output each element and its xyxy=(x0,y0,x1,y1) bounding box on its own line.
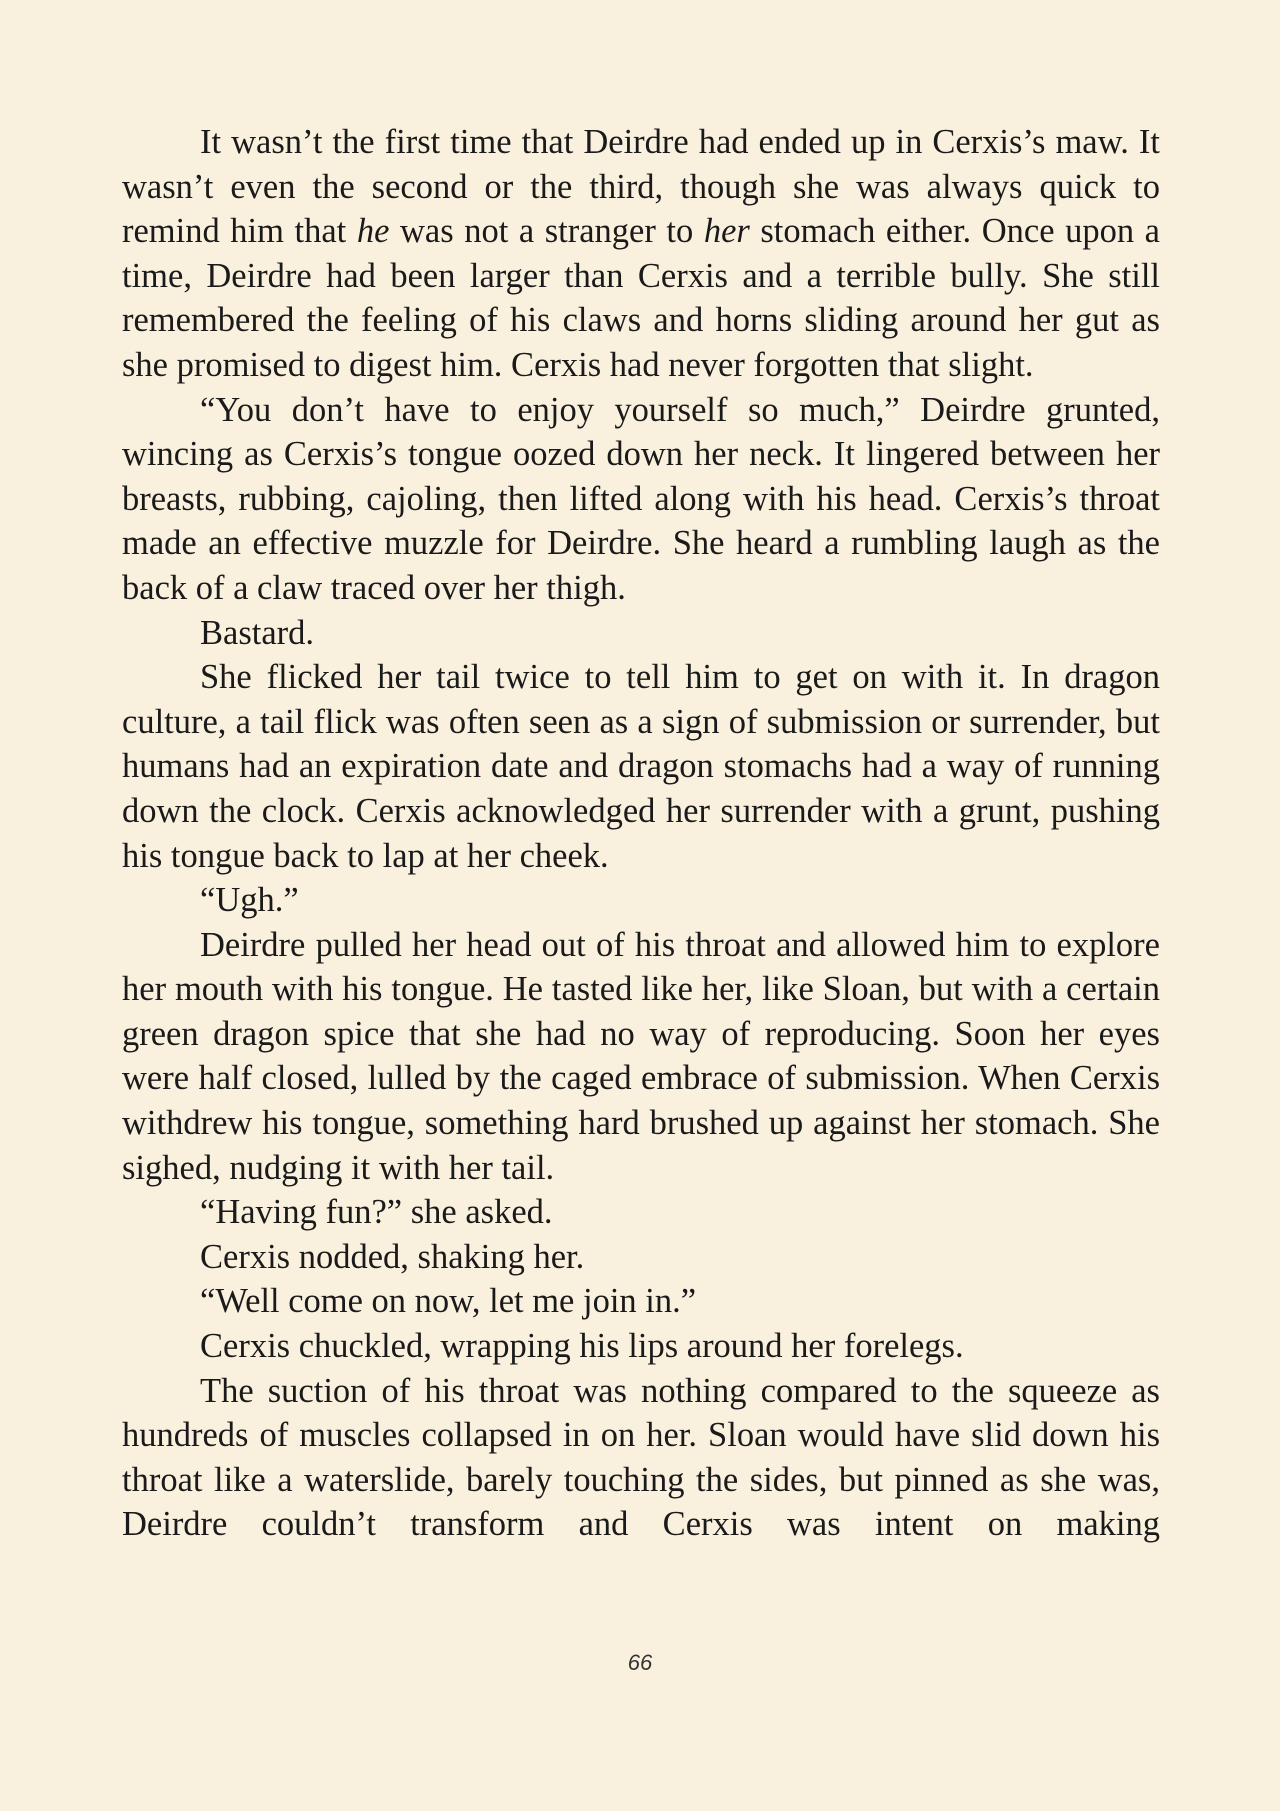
paragraph xyxy=(122,1190,1160,1235)
text-run: Cerxis nodded, shaking her. xyxy=(200,1237,585,1276)
italic-text: he xyxy=(356,212,390,251)
paragraph xyxy=(122,611,1160,656)
text-run: “Ugh.” xyxy=(200,881,299,920)
italic-text: her xyxy=(703,212,750,251)
text-run: The suction of his throat was nothing compared to the squeeze as hundreds of muscles collapsed in on her. Sloan would have slid down his throat like a waterslide, barely touching the sides, but pinned as she was, Deirdre couldn’t transform and Cerxis was intent on making xyxy=(122,1371,1160,1544)
paragraph xyxy=(122,1279,1160,1324)
paragraph xyxy=(122,120,1160,388)
text-run: Cerxis chuckled, wrapping his lips around her forelegs. xyxy=(200,1327,964,1366)
page-body xyxy=(122,120,1160,1547)
text-run: “Well come on now, let me join in.” xyxy=(200,1282,697,1321)
text-run: She flicked her tail twice to tell him to get on with it. In dragon culture, a tail flick was often seen as a sign of submission or surrender, but humans had an expiration date and dragon stomachs had a way of running down the clock. Cerxis acknowledged her surrender with a grunt, pushing his tongue back to lap at her cheek. xyxy=(122,658,1160,875)
page-number: 66 xyxy=(627,1650,653,1675)
text-run: was not a stranger to xyxy=(389,212,704,251)
text-run: Bastard. xyxy=(200,613,315,652)
paragraph xyxy=(122,878,1160,923)
text-run: stomach either. Once upon a time, Deirdre had been larger than Cerxis and a terrible bully. She still remembered the feeling of his claws and horns sliding around her gut as she promised to digest him. Cerxis had never forgotten that slight. xyxy=(122,212,1160,384)
paragraph xyxy=(122,1369,1160,1547)
paragraph xyxy=(122,388,1160,611)
paragraph xyxy=(122,1324,1160,1369)
text-run: “Having fun?” she asked. xyxy=(200,1193,553,1232)
paragraph xyxy=(122,1235,1160,1280)
text-run: “You don’t have to enjoy yourself so much,” Deirdre grunted, wincing as Cerxis’s tongue oozed down her neck. It lingered between her breasts, rubbing, cajoling, then lifted along with his head. Cerxis’s throat made an effective muzzle for Deirdre. She heard a rumbling laugh as the back of a claw traced over her thigh. xyxy=(122,390,1160,607)
text-run: It wasn’t the first time that Deirdre had ended up in Cerxis’s maw. It wasn’t even the second or the third, though she was always quick to remind him that xyxy=(122,123,1160,251)
text-run: Deirdre pulled her head out of his throat and allowed him to explore her mouth with his tongue. He tasted like her, like Sloan, but with a certain green dragon spice that she had no way of reproducing. Soon her eyes were half closed, lulled by the caged embrace of submission. When Cerxis withdrew his tongue, something hard brushed up against her stomach. She sighed, nudging it with her tail. xyxy=(122,925,1160,1187)
paragraph xyxy=(122,923,1160,1191)
paragraph xyxy=(122,655,1160,878)
